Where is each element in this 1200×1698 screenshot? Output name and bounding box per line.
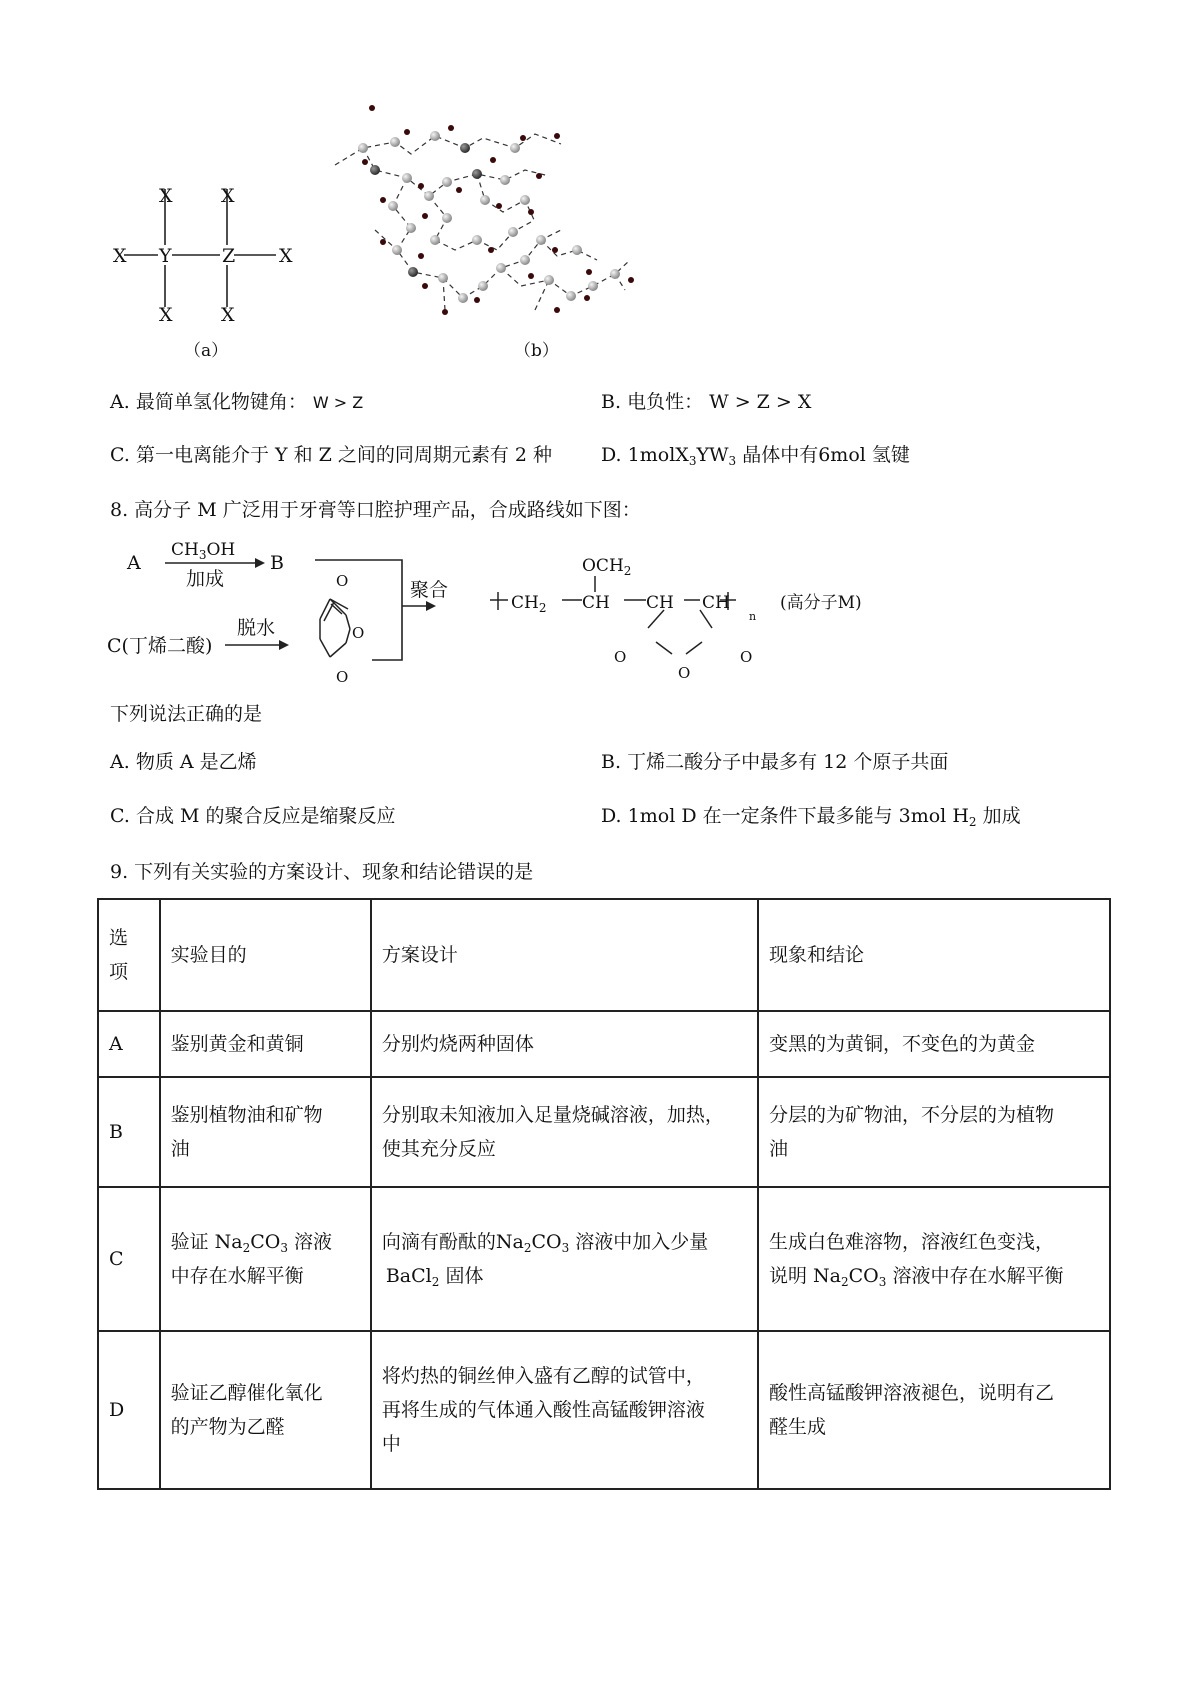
option-post: 加成 <box>982 805 1021 827</box>
text: 向滴有酚酞的 <box>381 1231 496 1253</box>
chain-ch2 <box>511 590 546 616</box>
text: 说明 <box>768 1265 807 1287</box>
header-option-text: 选项 <box>109 927 129 983</box>
cell-result <box>758 1331 1110 1489</box>
q8-question: 下列说法正确的是 <box>110 703 263 725</box>
option-post: 晶体中有6mol 氢键 <box>742 444 910 466</box>
carbonyl-o-top: O <box>336 572 349 590</box>
q7-option-b <box>601 389 811 415</box>
subscript: 3 <box>728 454 737 468</box>
option-text: 丁烯二酸分子中最多有 12 个原子共面 <box>627 751 949 773</box>
option-text: 物质 A 是乙烯 <box>135 751 257 773</box>
reagent-oh: OH <box>206 540 236 560</box>
caption-b: （b） <box>514 341 559 361</box>
chain-ch-2: CH <box>646 593 674 613</box>
header-option <box>98 899 160 1011</box>
cell-option: A <box>98 1011 160 1077</box>
table-row <box>98 1077 1110 1187</box>
cell-plan: 分别灼烧两种固体 <box>371 1011 758 1077</box>
atom-x-top-z: X <box>221 185 235 207</box>
cell-purpose <box>160 1187 371 1331</box>
table-row <box>98 1331 1110 1489</box>
atom-x-left: X <box>113 245 127 267</box>
option-expr: W > Z <box>312 393 364 412</box>
caption-a: （a） <box>184 341 229 361</box>
line: 油 <box>768 1138 788 1160</box>
text: 溶液中存在水解平衡 <box>892 1265 1064 1287</box>
line: 使其充分反应 <box>381 1138 496 1160</box>
line: 油 <box>170 1138 190 1160</box>
subscript: 3 <box>878 1275 887 1289</box>
ring-carbonyl-o-right: O <box>740 648 753 666</box>
subscript: 3 <box>561 1241 570 1255</box>
cell-option: C <box>98 1187 160 1331</box>
table-header-row <box>98 899 1110 1011</box>
polymer-m-structure <box>488 570 738 680</box>
subscript: 3 <box>198 548 207 562</box>
header-result: 现象和结论 <box>758 899 1110 1011</box>
cell-plan <box>371 1187 758 1331</box>
structure-diagram-a <box>100 175 300 335</box>
cell-option: D <box>98 1331 160 1489</box>
ring-carbonyl-o-left: O <box>614 648 627 666</box>
text: 验证 <box>170 1231 209 1253</box>
q7-option-c <box>110 442 552 468</box>
line <box>171 1225 360 1259</box>
q7-option-a <box>110 389 363 416</box>
option-text: 最简单氢化物键角： <box>135 391 307 413</box>
arrow-dehydrate <box>225 638 293 652</box>
q8-option-c <box>110 803 396 829</box>
option-letter: C. <box>110 444 130 466</box>
ring-o: O <box>352 624 365 642</box>
line: 分层的为矿物油，不分层的为植物 <box>768 1104 1054 1126</box>
reagent-addition: 加成 <box>186 568 225 590</box>
cell-purpose: 鉴别黄金和黄铜 <box>160 1011 371 1077</box>
option-letter: C. <box>110 805 130 827</box>
subscript: 2 <box>623 564 632 578</box>
formula: CO <box>250 1231 281 1253</box>
formula: Na <box>495 1231 524 1253</box>
option-letter: D. <box>601 805 622 827</box>
atom-z: Z <box>222 245 236 267</box>
q8-option-a <box>110 749 257 775</box>
bracket-connector <box>310 558 440 668</box>
option-expr: W > Z > X <box>709 391 812 413</box>
option-pre: 1mol <box>627 444 676 466</box>
product-label: (高分子M) <box>780 593 862 613</box>
formula: CO <box>848 1265 879 1287</box>
option-letter: B. <box>601 751 622 773</box>
line: 中 <box>381 1433 401 1455</box>
option-letter: B. <box>601 391 622 413</box>
line: 酸性高锰酸钾溶液褪色，说明有乙 <box>768 1382 1054 1404</box>
option-letter: D. <box>601 444 622 466</box>
formula: Na <box>813 1265 841 1287</box>
q9-stem: 9. 下列有关实验的方案设计、现象和结论错误的是 <box>110 861 534 883</box>
chain-ch-3: CH <box>702 593 730 613</box>
ring-oxygen: O <box>678 664 691 682</box>
formula: Na <box>214 1231 243 1253</box>
line <box>769 1259 1099 1293</box>
cell-plan <box>371 1077 758 1187</box>
text: 溶液 <box>294 1231 333 1253</box>
ch: CH <box>511 593 539 613</box>
atom-y: Y <box>159 245 172 267</box>
q7-option-d <box>601 442 910 468</box>
carbonyl-o-bottom: O <box>336 668 349 686</box>
cell-purpose <box>160 1331 371 1489</box>
line: 鉴别植物油和矿物 <box>170 1104 323 1126</box>
subscript: 2 <box>968 815 977 829</box>
subscript: 2 <box>431 1275 440 1289</box>
compound-a: A <box>127 552 141 574</box>
subscript: 2 <box>523 1241 532 1255</box>
line: 再将生成的气体通入酸性高锰酸钾溶液 <box>381 1399 705 1421</box>
table-row <box>98 1187 1110 1331</box>
och: OCH <box>582 556 624 576</box>
subscript: 2 <box>538 601 547 615</box>
hydrogen-bond-network-diagram <box>325 100 655 330</box>
line: 分别取未知液加入足量烧碱溶液，加热， <box>381 1104 724 1126</box>
formula-h: H <box>952 805 969 827</box>
table-row <box>98 1011 1110 1077</box>
cell-result <box>758 1187 1110 1331</box>
option-letter: A. <box>110 391 130 413</box>
cell-result <box>758 1077 1110 1187</box>
cell-option: B <box>98 1077 160 1187</box>
subscript: 3 <box>688 454 697 468</box>
q8-option-d <box>601 803 1021 829</box>
line: 醛生成 <box>768 1416 826 1438</box>
atom-x-right: X <box>279 245 293 267</box>
repeat-n: n <box>749 610 757 623</box>
cell-purpose <box>160 1077 371 1187</box>
atom-x-top-y: X <box>159 185 173 207</box>
option-letter: A. <box>110 751 130 773</box>
line: 中存在水解平衡 <box>170 1265 304 1287</box>
compound-c: C(丁烯二酸) <box>107 635 213 657</box>
header-purpose: 实验目的 <box>160 899 371 1011</box>
cell-plan <box>371 1331 758 1489</box>
q8-option-b <box>601 749 948 775</box>
line <box>382 1225 747 1259</box>
subscript: 2 <box>841 1275 849 1289</box>
line: 的产物为乙醛 <box>170 1416 285 1438</box>
header-plan: 方案设计 <box>371 899 758 1011</box>
experiment-table <box>97 898 1111 1490</box>
option-text: 第一电离能介于 Y 和 Z 之间的同周期元素有 2 种 <box>135 444 553 466</box>
q8-stem: 8. 高分子 M 广泛用于牙膏等口腔护理产品，合成路线如下图： <box>110 499 641 521</box>
formula-x: X <box>675 444 689 466</box>
formula-yw: YW <box>696 444 729 466</box>
option-text: 电负性： <box>627 391 704 413</box>
compound-b: B <box>270 552 284 574</box>
text: 溶液中加入少量 <box>575 1231 709 1253</box>
formula: CO <box>531 1231 562 1253</box>
polymerize-label: 聚合 <box>410 579 449 601</box>
line: 将灼热的铜丝伸入盛有乙醇的试管中， <box>381 1365 705 1387</box>
option-text: 合成 M 的聚合反应是缩聚反应 <box>135 805 396 827</box>
subscript: 2 <box>242 1241 251 1255</box>
formula: BaCl <box>385 1265 432 1287</box>
dehydrate-label: 脱水 <box>237 617 276 639</box>
atom-x-bottom-z: X <box>221 304 235 326</box>
line: 生成白色难溶物，溶液红色变浅， <box>768 1231 1054 1253</box>
chain-ch-1: CH <box>582 593 610 613</box>
line: 验证乙醇催化氧化 <box>170 1382 323 1404</box>
cell-result: 变黑的为黄铜，不变色的为黄金 <box>758 1011 1110 1077</box>
atom-x-bottom-y: X <box>159 304 173 326</box>
option-pre: 1mol D 在一定条件下最多能与 3mol <box>627 805 947 827</box>
reagent-ch: CH <box>171 540 199 560</box>
text: 固体 <box>445 1265 484 1287</box>
subscript: 3 <box>280 1241 288 1255</box>
line <box>382 1259 747 1293</box>
